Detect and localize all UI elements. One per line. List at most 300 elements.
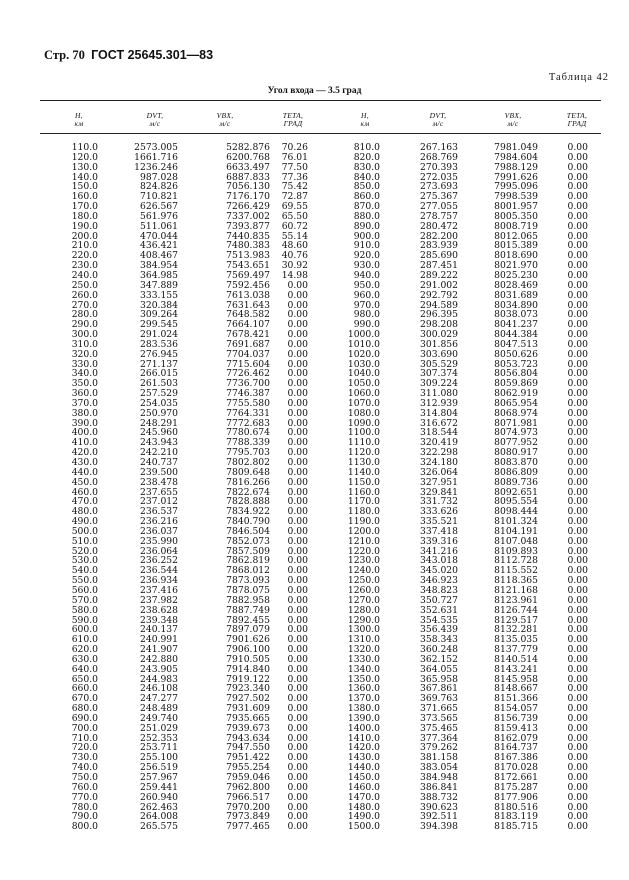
column-h-right-cell: 1000.0 — [347, 329, 380, 341]
column-dvt-right-cell: 352.631 — [420, 604, 458, 616]
column-vbx-right-cell: 8083.870 — [494, 457, 538, 468]
column-dvt-right-cell: 318.544 — [420, 427, 458, 439]
column-h-right-cell: 1250.0 — [347, 575, 380, 587]
column-h-left-cell: 390.0 — [71, 417, 98, 429]
column-vbx-left-cell: 7906.100 — [226, 644, 270, 656]
column-vbx-left-cell: 7822.674 — [226, 486, 270, 498]
column-dvt-right-cell: 386.841 — [420, 781, 458, 793]
column-dvt-right-cell: 298.208 — [420, 319, 458, 331]
table-label: Таблица 42 — [548, 72, 609, 83]
column-h-right-cell: 1130.0 — [347, 457, 380, 468]
column-teta-left-cell: 0.00 — [287, 447, 308, 459]
column-dvt-left-cell: 265.575 — [140, 821, 178, 833]
column-h-left-cell: 290.0 — [71, 319, 98, 331]
column-dvt-right-cell: 272.035 — [420, 171, 458, 183]
column-vbx-right-cell: 8167.386 — [494, 752, 538, 764]
column-vbx-left-cell: 7897.079 — [226, 624, 270, 636]
column-teta-right-cell: 0.00 — [567, 260, 588, 272]
column-vbx-left-cell: 7887.749 — [226, 604, 270, 616]
column-dvt-right-cell: 296.395 — [420, 309, 458, 321]
column-vbx-right-cell: 8132.281 — [494, 624, 538, 636]
column-vbx-right-cell: 8123.961 — [494, 594, 538, 606]
column-vbx-right-cell: 8065.954 — [494, 397, 538, 409]
column-dvt-left-cell: 436.421 — [140, 240, 178, 252]
column-dvt-right-cell: 394.398 — [420, 821, 458, 833]
column-dvt-left-cell: 242.880 — [140, 653, 178, 665]
column-dvt-right-cell: 283.939 — [420, 240, 458, 252]
column-dvt-left-cell: 291.024 — [140, 329, 178, 341]
column-vbx-right-cell: 8172.661 — [494, 772, 538, 783]
column-h-left-cell: 300.0 — [71, 329, 98, 341]
column-vbx-left-cell: 7901.626 — [226, 634, 270, 646]
column-dvt-left-cell: 987.028 — [140, 171, 178, 183]
column-vbx-right-cell: 8170.028 — [494, 762, 538, 774]
column-vbx-right-cell: 8109.893 — [494, 545, 538, 557]
column-teta-right-cell: 0.00 — [567, 496, 588, 508]
column-vbx-right-cell: 8034.890 — [494, 299, 538, 311]
column-h-right-cell: 860.0 — [353, 191, 380, 203]
column-dvt-left-cell: 243.905 — [140, 663, 178, 675]
column-dvt-left-cell: 256.519 — [140, 762, 178, 774]
column-vbx-right-cell: 8008.719 — [494, 220, 538, 232]
column-dvt-left-cell: 384.954 — [140, 260, 178, 272]
column-vbx-right-cell: 8068.974 — [494, 407, 538, 419]
column-h-left-cell: 540.0 — [71, 565, 98, 577]
column-teta-left-cell: 0.00 — [287, 703, 308, 715]
column-dvt-right-cell: 345.020 — [420, 565, 458, 577]
column-teta-right-cell: 0.00 — [567, 201, 588, 213]
column-dvt-right-cell: 277.055 — [420, 201, 458, 213]
column-vbx-left-cell: 7970.200 — [226, 801, 270, 813]
column-dvt-right-cell: 337.418 — [420, 525, 458, 537]
column-teta-left-cell: 0.00 — [287, 407, 308, 419]
col-header-h-left: H, км — [74, 111, 84, 128]
col-header-dvt-left: DVT, м/с — [146, 111, 164, 128]
column-dvt-left-cell: 1236.246 — [134, 161, 178, 173]
column-teta-right-cell: 0.00 — [567, 791, 588, 803]
column-vbx-left-cell: 7266.429 — [226, 201, 270, 213]
column-teta-right-cell: 0.00 — [567, 604, 588, 616]
column-teta-left-cell: 0.00 — [287, 584, 308, 596]
column-dvt-right-cell: 384.948 — [420, 772, 458, 783]
column-h-right-cell: 1290.0 — [347, 614, 380, 626]
column-dvt-left-cell: 237.655 — [140, 486, 178, 498]
column-teta-left-cell: 0.00 — [287, 555, 308, 567]
column-teta-left-cell: 77.36 — [281, 171, 308, 183]
column-vbx-right-cell: 7995.096 — [494, 181, 538, 193]
column-h-left-cell: 440.0 — [71, 466, 98, 478]
column-h-left-cell: 220.0 — [71, 250, 98, 262]
column-dvt-right-cell: 291.002 — [420, 279, 458, 291]
column-teta-right-cell: 0.00 — [567, 516, 588, 528]
column-vbx-right-cell: 8044.384 — [494, 329, 538, 341]
column-dvt-right-cell: 333.626 — [420, 506, 458, 518]
column-vbx-right-cell: 8154.057 — [494, 703, 538, 715]
column-teta-right-cell: 0.00 — [567, 624, 588, 636]
column-dvt-right-cell: 300.029 — [420, 329, 458, 341]
column-teta-right-cell: 0.00 — [567, 289, 588, 301]
column-teta-left-cell: 0.00 — [287, 614, 308, 626]
column-h-right-cell: 1390.0 — [347, 712, 380, 724]
column-teta-left-cell: 0.00 — [287, 397, 308, 409]
column-vbx-left-cell: 7923.340 — [226, 683, 270, 695]
column-vbx-right-cell: 8107.048 — [494, 535, 538, 547]
column-dvt-right-cell: 388.732 — [420, 791, 458, 803]
column-dvt-right-cell: 367.861 — [420, 683, 458, 695]
column-dvt-right-cell: 294.589 — [420, 299, 458, 311]
column-h-left-cell: 280.0 — [71, 309, 98, 321]
column-teta-left-cell: 0.00 — [287, 732, 308, 744]
column-dvt-right-cell: 275.367 — [420, 191, 458, 203]
column-h-left-cell: 560.0 — [71, 584, 98, 596]
column-vbx-right-cell: 8118.365 — [494, 575, 538, 587]
column-h-left-cell: 790.0 — [71, 811, 98, 823]
column-vbx-left-cell: 7878.075 — [226, 584, 270, 596]
column-dvt-right-cell: 287.451 — [420, 260, 458, 272]
column-vbx-left — [200, 143, 270, 832]
column-vbx-left-cell: 7569.497 — [226, 269, 270, 281]
column-h-left-cell: 630.0 — [71, 653, 98, 665]
column-teta-left-cell: 76.01 — [281, 151, 308, 163]
column-h-right-cell: 850.0 — [353, 181, 380, 193]
column-vbx-left-cell: 7780.674 — [226, 427, 270, 439]
col-header-h-right: H, км — [360, 111, 370, 128]
column-vbx-right-cell: 8080.917 — [494, 447, 538, 459]
column-vbx-right-cell: 8183.119 — [494, 811, 538, 823]
column-dvt-right-cell: 320.419 — [420, 437, 458, 449]
column-dvt-right-cell: 280.472 — [420, 220, 458, 232]
column-h-right-cell: 1440.0 — [347, 762, 380, 774]
column-teta-left-cell: 0.00 — [287, 752, 308, 764]
column-vbx-right-cell: 8012.065 — [494, 230, 538, 242]
column-dvt-left-cell: 248.489 — [140, 703, 178, 715]
column-teta-right-cell: 0.00 — [567, 565, 588, 577]
column-h-right-cell: 1230.0 — [347, 555, 380, 567]
column-vbx-left-cell: 7951.422 — [226, 752, 270, 764]
column-vbx-left-cell: 7882.958 — [226, 594, 270, 606]
column-h-right-cell: 1370.0 — [347, 693, 380, 705]
column-vbx-left-cell: 7764.331 — [226, 407, 270, 419]
column-dvt-left-cell: 249.740 — [140, 712, 178, 724]
column-h-right-cell: 1310.0 — [347, 634, 380, 646]
column-h-right-cell: 1020.0 — [347, 348, 380, 360]
column-h-right-cell: 900.0 — [353, 230, 380, 242]
column-h-right-cell: 1280.0 — [347, 604, 380, 616]
column-teta-right-cell: 0.00 — [567, 240, 588, 252]
column-h-right-cell: 1120.0 — [347, 447, 380, 459]
column-h-left-cell: 370.0 — [71, 397, 98, 409]
column-dvt-right-cell: 289.222 — [420, 269, 458, 281]
column-vbx-right-cell: 8086.809 — [494, 466, 538, 478]
column-teta-right-cell: 0.00 — [567, 378, 588, 390]
column-teta-left-cell: 60.72 — [281, 220, 308, 232]
column-dvt-left-cell: 262.463 — [140, 801, 178, 813]
column-h-left-cell: 680.0 — [71, 703, 98, 715]
column-h-right-cell: 1170.0 — [347, 496, 380, 508]
column-dvt-left-cell: 626.567 — [140, 201, 178, 213]
column-teta-right-cell: 0.00 — [567, 151, 588, 163]
column-dvt-right-cell: 285.690 — [420, 250, 458, 262]
column-teta-right-cell: 0.00 — [567, 220, 588, 232]
column-teta-left-cell: 0.00 — [287, 476, 308, 488]
column-h-left-cell: 600.0 — [71, 624, 98, 636]
column-h-left-cell: 320.0 — [71, 348, 98, 360]
column-teta-right-cell: 0.00 — [567, 250, 588, 262]
column-vbx-left-cell: 7939.673 — [226, 722, 270, 734]
column-h-left-cell: 670.0 — [71, 693, 98, 705]
column-h-left-cell: 760.0 — [71, 781, 98, 793]
column-h-right-cell: 1400.0 — [347, 722, 380, 734]
column-h-right-cell: 1260.0 — [347, 584, 380, 596]
column-teta-right-cell: 0.00 — [567, 397, 588, 409]
column-teta-right-cell: 0.00 — [567, 673, 588, 685]
column-teta-left-cell: 0.00 — [287, 575, 308, 587]
column-h-left-cell: 430.0 — [71, 457, 98, 468]
column-teta-right-cell: 0.00 — [567, 752, 588, 764]
column-vbx-left-cell: 7788.339 — [226, 437, 270, 449]
column-teta-left-cell: 0.00 — [287, 525, 308, 537]
column-vbx-right-cell: 8071.981 — [494, 417, 538, 429]
column-h-right-cell: 840.0 — [353, 171, 380, 183]
column-h-right-cell: 1220.0 — [347, 545, 380, 557]
col-header-teta-left: ТЕТА, ГРАД — [282, 111, 304, 128]
column-teta-left-cell: 0.00 — [287, 712, 308, 724]
column-vbx-right-cell: 8028.469 — [494, 279, 538, 291]
column-dvt-left-cell: 511.061 — [140, 220, 178, 232]
col-header-vbx-left: VBX, м/с — [216, 111, 234, 128]
col-header-teta-right: ТЕТА, ГРАД — [566, 111, 588, 128]
column-teta-left-cell: 48.60 — [281, 240, 308, 252]
column-vbx-right-cell: 8098.444 — [494, 506, 538, 518]
column-h-right-cell: 1050.0 — [347, 378, 380, 390]
column-dvt-left-cell: 254.035 — [140, 397, 178, 409]
column-teta-left-cell: 0.00 — [287, 772, 308, 783]
column-h-left-cell: 480.0 — [71, 506, 98, 518]
column-vbx-left-cell: 7966.517 — [226, 791, 270, 803]
standard-code: ГОСТ 25645.301—83 — [91, 48, 214, 62]
column-dvt-right-cell: 364.055 — [420, 663, 458, 675]
column-vbx-right-cell: 8156.739 — [494, 712, 538, 724]
column-teta-left-cell: 0.00 — [287, 378, 308, 390]
column-vbx-left-cell: 6200.768 — [226, 151, 270, 163]
column-vbx-left-cell: 5282.876 — [226, 142, 270, 153]
column-h-left-cell: 520.0 — [71, 545, 98, 557]
column-vbx-right-cell: 8104.191 — [494, 525, 538, 537]
column-teta-right-cell: 0.00 — [567, 388, 588, 400]
column-vbx-right-cell: 8135.035 — [494, 634, 538, 646]
column-vbx-left-cell: 7862.819 — [226, 555, 270, 567]
column-h-right-cell: 1470.0 — [347, 791, 380, 803]
column-vbx-right-cell: 8050.626 — [494, 348, 538, 360]
column-dvt-left-cell: 240.991 — [140, 634, 178, 646]
column-vbx-left-cell: 7648.582 — [226, 309, 270, 321]
column-vbx-left-cell: 7962.800 — [226, 781, 270, 793]
column-vbx-left-cell: 7873.093 — [226, 575, 270, 587]
column-teta-left-cell: 70.26 — [281, 142, 308, 153]
column-teta-right-cell: 0.00 — [567, 506, 588, 518]
column-h-right-cell: 1270.0 — [347, 594, 380, 606]
column-dvt-left-cell: 264.008 — [140, 811, 178, 823]
column-teta-right-cell: 0.00 — [567, 191, 588, 203]
column-teta-left-cell: 0.00 — [287, 565, 308, 577]
column-dvt-left-cell: 242.210 — [140, 447, 178, 459]
column-teta-left-cell: 0.00 — [287, 821, 308, 833]
column-h-right-cell: 1410.0 — [347, 732, 380, 744]
column-vbx-right-cell: 8112.728 — [494, 555, 538, 567]
column-h-left-cell: 460.0 — [71, 486, 98, 498]
column-teta-left-cell: 0.00 — [287, 427, 308, 439]
column-h-right-cell: 1060.0 — [347, 388, 380, 400]
column-dvt-left-cell: 257.529 — [140, 388, 178, 400]
column-teta-left-cell: 0.00 — [287, 309, 308, 321]
column-vbx-right-cell: 8148.667 — [494, 683, 538, 695]
column-dvt-left-cell: 561.976 — [140, 210, 178, 222]
column-dvt-right — [392, 143, 458, 832]
column-vbx-left-cell: 7715.604 — [226, 358, 270, 370]
column-h-left-cell: 350.0 — [71, 378, 98, 390]
column-dvt-right-cell: 303.690 — [420, 348, 458, 360]
column-dvt-right-cell: 292.792 — [420, 289, 458, 301]
column-vbx-right-cell: 8126.744 — [494, 604, 538, 616]
column-dvt-left-cell: 347.889 — [140, 279, 178, 291]
column-teta-left-cell: 0.00 — [287, 673, 308, 685]
column-h-right-cell: 870.0 — [353, 201, 380, 213]
column-h-right-cell: 1070.0 — [347, 397, 380, 409]
column-vbx-right-cell: 8059.869 — [494, 378, 538, 390]
column-teta-right-cell: 0.00 — [567, 329, 588, 341]
column-dvt-right-cell: 362.152 — [420, 653, 458, 665]
column-vbx-right-cell: 7984.604 — [494, 151, 538, 163]
column-h-left-cell: 720.0 — [71, 742, 98, 754]
column-dvt-left-cell: 236.064 — [140, 545, 178, 557]
column-vbx-right-cell: 8140.514 — [494, 653, 538, 665]
column-teta-left-cell: 0.00 — [287, 811, 308, 823]
column-teta-left-cell: 0.00 — [287, 417, 308, 429]
column-teta-left-cell: 0.00 — [287, 644, 308, 656]
column-h-right-cell: 1150.0 — [347, 476, 380, 488]
column-dvt-left-cell: 237.982 — [140, 594, 178, 606]
column-teta-left — [268, 143, 308, 832]
column-dvt-right-cell: 314.804 — [420, 407, 458, 419]
column-dvt-right-cell: 312.939 — [420, 397, 458, 409]
column-h-left-cell: 340.0 — [71, 368, 98, 380]
column-dvt-left-cell: 266.015 — [140, 368, 178, 380]
column-dvt-left-cell: 239.348 — [140, 614, 178, 626]
column-h-right-cell: 930.0 — [353, 260, 380, 272]
column-vbx-right-cell: 8089.736 — [494, 476, 538, 488]
column-dvt-left-cell: 255.100 — [140, 752, 178, 764]
column-h-right-cell: 1100.0 — [347, 427, 380, 439]
column-h-left-cell: 360.0 — [71, 388, 98, 400]
column-vbx-right-cell: 8101.324 — [494, 516, 538, 528]
column-teta-left-cell: 0.00 — [287, 496, 308, 508]
column-vbx-left-cell: 6633.497 — [226, 161, 270, 173]
column-dvt-left-cell: 408.467 — [140, 250, 178, 262]
page-number: Стр. 70 — [44, 48, 85, 62]
column-teta-right-cell: 0.00 — [567, 575, 588, 587]
column-vbx-left-cell: 7393.877 — [226, 220, 270, 232]
column-teta-left-cell: 55.14 — [281, 230, 308, 242]
column-teta-left-cell: 0.00 — [287, 299, 308, 311]
column-dvt-left-cell: 241.907 — [140, 644, 178, 656]
column-vbx-right-cell: 8025.230 — [494, 269, 538, 281]
column-h-left-cell: 700.0 — [71, 722, 98, 734]
column-vbx-right-cell: 8053.723 — [494, 358, 538, 370]
column-h-right-cell: 1380.0 — [347, 703, 380, 715]
column-dvt-left-cell: 236.934 — [140, 575, 178, 587]
column-teta-right-cell: 0.00 — [567, 772, 588, 783]
column-dvt-right-cell: 305.529 — [420, 358, 458, 370]
column-teta-left-cell: 0.00 — [287, 319, 308, 331]
column-teta-right-cell: 0.00 — [567, 644, 588, 656]
column-teta-left-cell: 0.00 — [287, 801, 308, 813]
column-teta-right-cell: 0.00 — [567, 457, 588, 468]
column-dvt-left-cell: 248.291 — [140, 417, 178, 429]
column-teta-right-cell: 0.00 — [567, 210, 588, 222]
column-teta-right-cell: 0.00 — [567, 279, 588, 291]
column-teta-left-cell: 0.00 — [287, 279, 308, 291]
column-dvt-right-cell: 350.727 — [420, 594, 458, 606]
column-h-left-cell: 420.0 — [71, 447, 98, 459]
column-vbx-left-cell: 7828.888 — [226, 496, 270, 508]
column-h-left-cell: 620.0 — [71, 644, 98, 656]
column-vbx-left-cell: 7755.580 — [226, 397, 270, 409]
column-dvt-right-cell: 383.054 — [420, 762, 458, 774]
column-h-right-cell: 1300.0 — [347, 624, 380, 636]
column-dvt-right-cell: 316.672 — [420, 417, 458, 429]
top-rule — [40, 100, 601, 101]
column-dvt-right-cell: 365.958 — [420, 673, 458, 685]
column-dvt-left-cell: 236.252 — [140, 555, 178, 567]
column-teta-right-cell: 0.00 — [567, 299, 588, 311]
column-teta-left-cell: 0.00 — [287, 535, 308, 547]
column-vbx-right-cell: 8162.079 — [494, 732, 538, 744]
column-vbx-left-cell: 7440.835 — [226, 230, 270, 242]
column-teta-right-cell: 0.00 — [567, 161, 588, 173]
column-h-left-cell: 660.0 — [71, 683, 98, 695]
column-teta-left-cell: 40.76 — [281, 250, 308, 262]
column-h-left-cell: 140.0 — [71, 171, 98, 183]
column-vbx-right-cell: 8074.973 — [494, 427, 538, 439]
column-vbx-left-cell: 7678.421 — [226, 329, 270, 341]
column-h-right-cell: 830.0 — [353, 161, 380, 173]
column-teta-left-cell: 0.00 — [287, 604, 308, 616]
column-teta-right-cell: 0.00 — [567, 614, 588, 626]
column-dvt-right-cell: 282.200 — [420, 230, 458, 242]
column-vbx-right-cell: 8018.690 — [494, 250, 538, 262]
column-teta-left-cell: 0.00 — [287, 545, 308, 557]
column-dvt-left-cell: 470.044 — [140, 230, 178, 242]
column-h-left-cell: 490.0 — [71, 516, 98, 528]
column-teta-left-cell: 72.87 — [281, 191, 308, 203]
column-vbx-right-cell: 8175.287 — [494, 781, 538, 793]
column-teta-right-cell: 0.00 — [567, 555, 588, 567]
column-h-right-cell: 1340.0 — [347, 663, 380, 675]
column-dvt-right-cell: 268.769 — [420, 151, 458, 163]
column-vbx-right-cell: 8077.952 — [494, 437, 538, 449]
column-h-right-cell: 880.0 — [353, 210, 380, 222]
column-h-right-cell: 1490.0 — [347, 811, 380, 823]
column-h-right-cell: 980.0 — [353, 309, 380, 321]
column-vbx-right-cell: 8129.517 — [494, 614, 538, 626]
column-dvt-left-cell: 236.537 — [140, 506, 178, 518]
column-vbx-right-cell: 8062.919 — [494, 388, 538, 400]
column-h-left-cell: 170.0 — [71, 201, 98, 213]
column-h-right-cell: 820.0 — [353, 151, 380, 163]
column-teta-right-cell: 0.00 — [567, 447, 588, 459]
column-dvt-right-cell: 267.163 — [420, 142, 458, 153]
col-header-dvt-right: DVT, м/с — [429, 111, 447, 128]
